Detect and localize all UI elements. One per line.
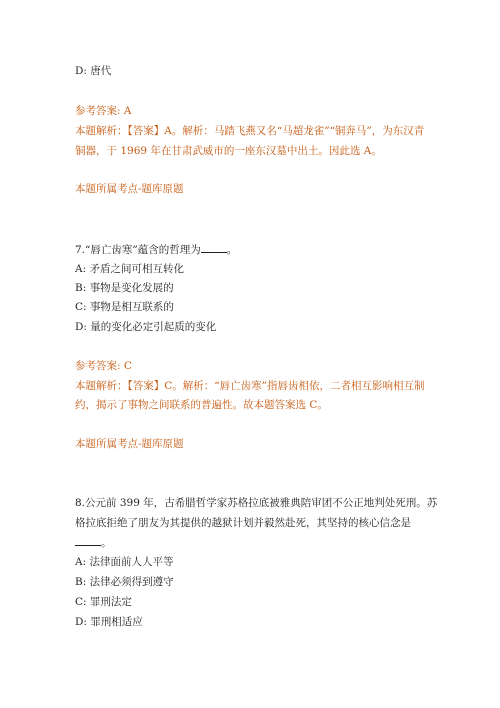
q8-stem-line3: [75, 536, 112, 550]
q7-option-b: B: 事物是变化发展的: [75, 282, 174, 294]
q7-option-a: A: 矛盾之间可相互转化: [75, 263, 184, 275]
q6-answer: 参考答案: A: [75, 105, 132, 117]
q7-source: 本题所属考点-题库原题: [75, 438, 184, 450]
q7-stem: [75, 243, 237, 257]
q6-explanation-line1: 本题解析：【答案】A。解析：马踏飞燕又名“马超龙雀”“铜奔马”，为东汉青: [75, 125, 425, 137]
answer-blank: [75, 536, 101, 546]
q6-option-d: D: 唐代: [75, 65, 112, 77]
q7-option-d: D: 量的变化必定引起质的变化: [75, 321, 217, 333]
q8-option-b: B: 法律必须得到遵守: [75, 576, 174, 588]
q8-option-c: C: 罪刑法定: [75, 596, 132, 608]
q7-stem-text: 7.“唇亡齿寒”蕴含的哲理为: [75, 244, 201, 256]
q8-option-d: D: 罪刑相适应: [75, 616, 143, 628]
q7-explanation-line2: 约，揭示了事物之间联系的普遍性。故本题答案选 C。: [75, 399, 328, 411]
q7-answer: 参考答案: C: [75, 360, 132, 372]
q6-source: 本题所属考点-题库原题: [75, 183, 184, 195]
q7-stem-end: 。: [226, 244, 238, 256]
answer-blank: [201, 243, 227, 253]
q8-stem-end: 。: [101, 537, 112, 549]
q7-option-c: C: 事物是相互联系的: [75, 301, 174, 313]
q7-explanation-line1: 本题解析：【答案】C。解析：“唇亡齿寒”指唇齿相依，二者相互影响相互制: [75, 380, 425, 392]
q6-explanation-line2: 铜器，于 1969 年在甘肃武威市的一座东汉墓中出土。因此选 A。: [75, 145, 382, 157]
q8-stem-line2: 格拉底拒绝了朋友为其提供的越狱计划并毅然赴死，其坚持的核心信念是: [75, 517, 411, 529]
q8-option-a: A: 法律面前人人平等: [75, 556, 174, 568]
q8-stem-line1: 8.公元前 399 年，古希腊哲学家苏格拉底被雅典陪审团不公正地判处死刑。苏: [75, 497, 438, 509]
